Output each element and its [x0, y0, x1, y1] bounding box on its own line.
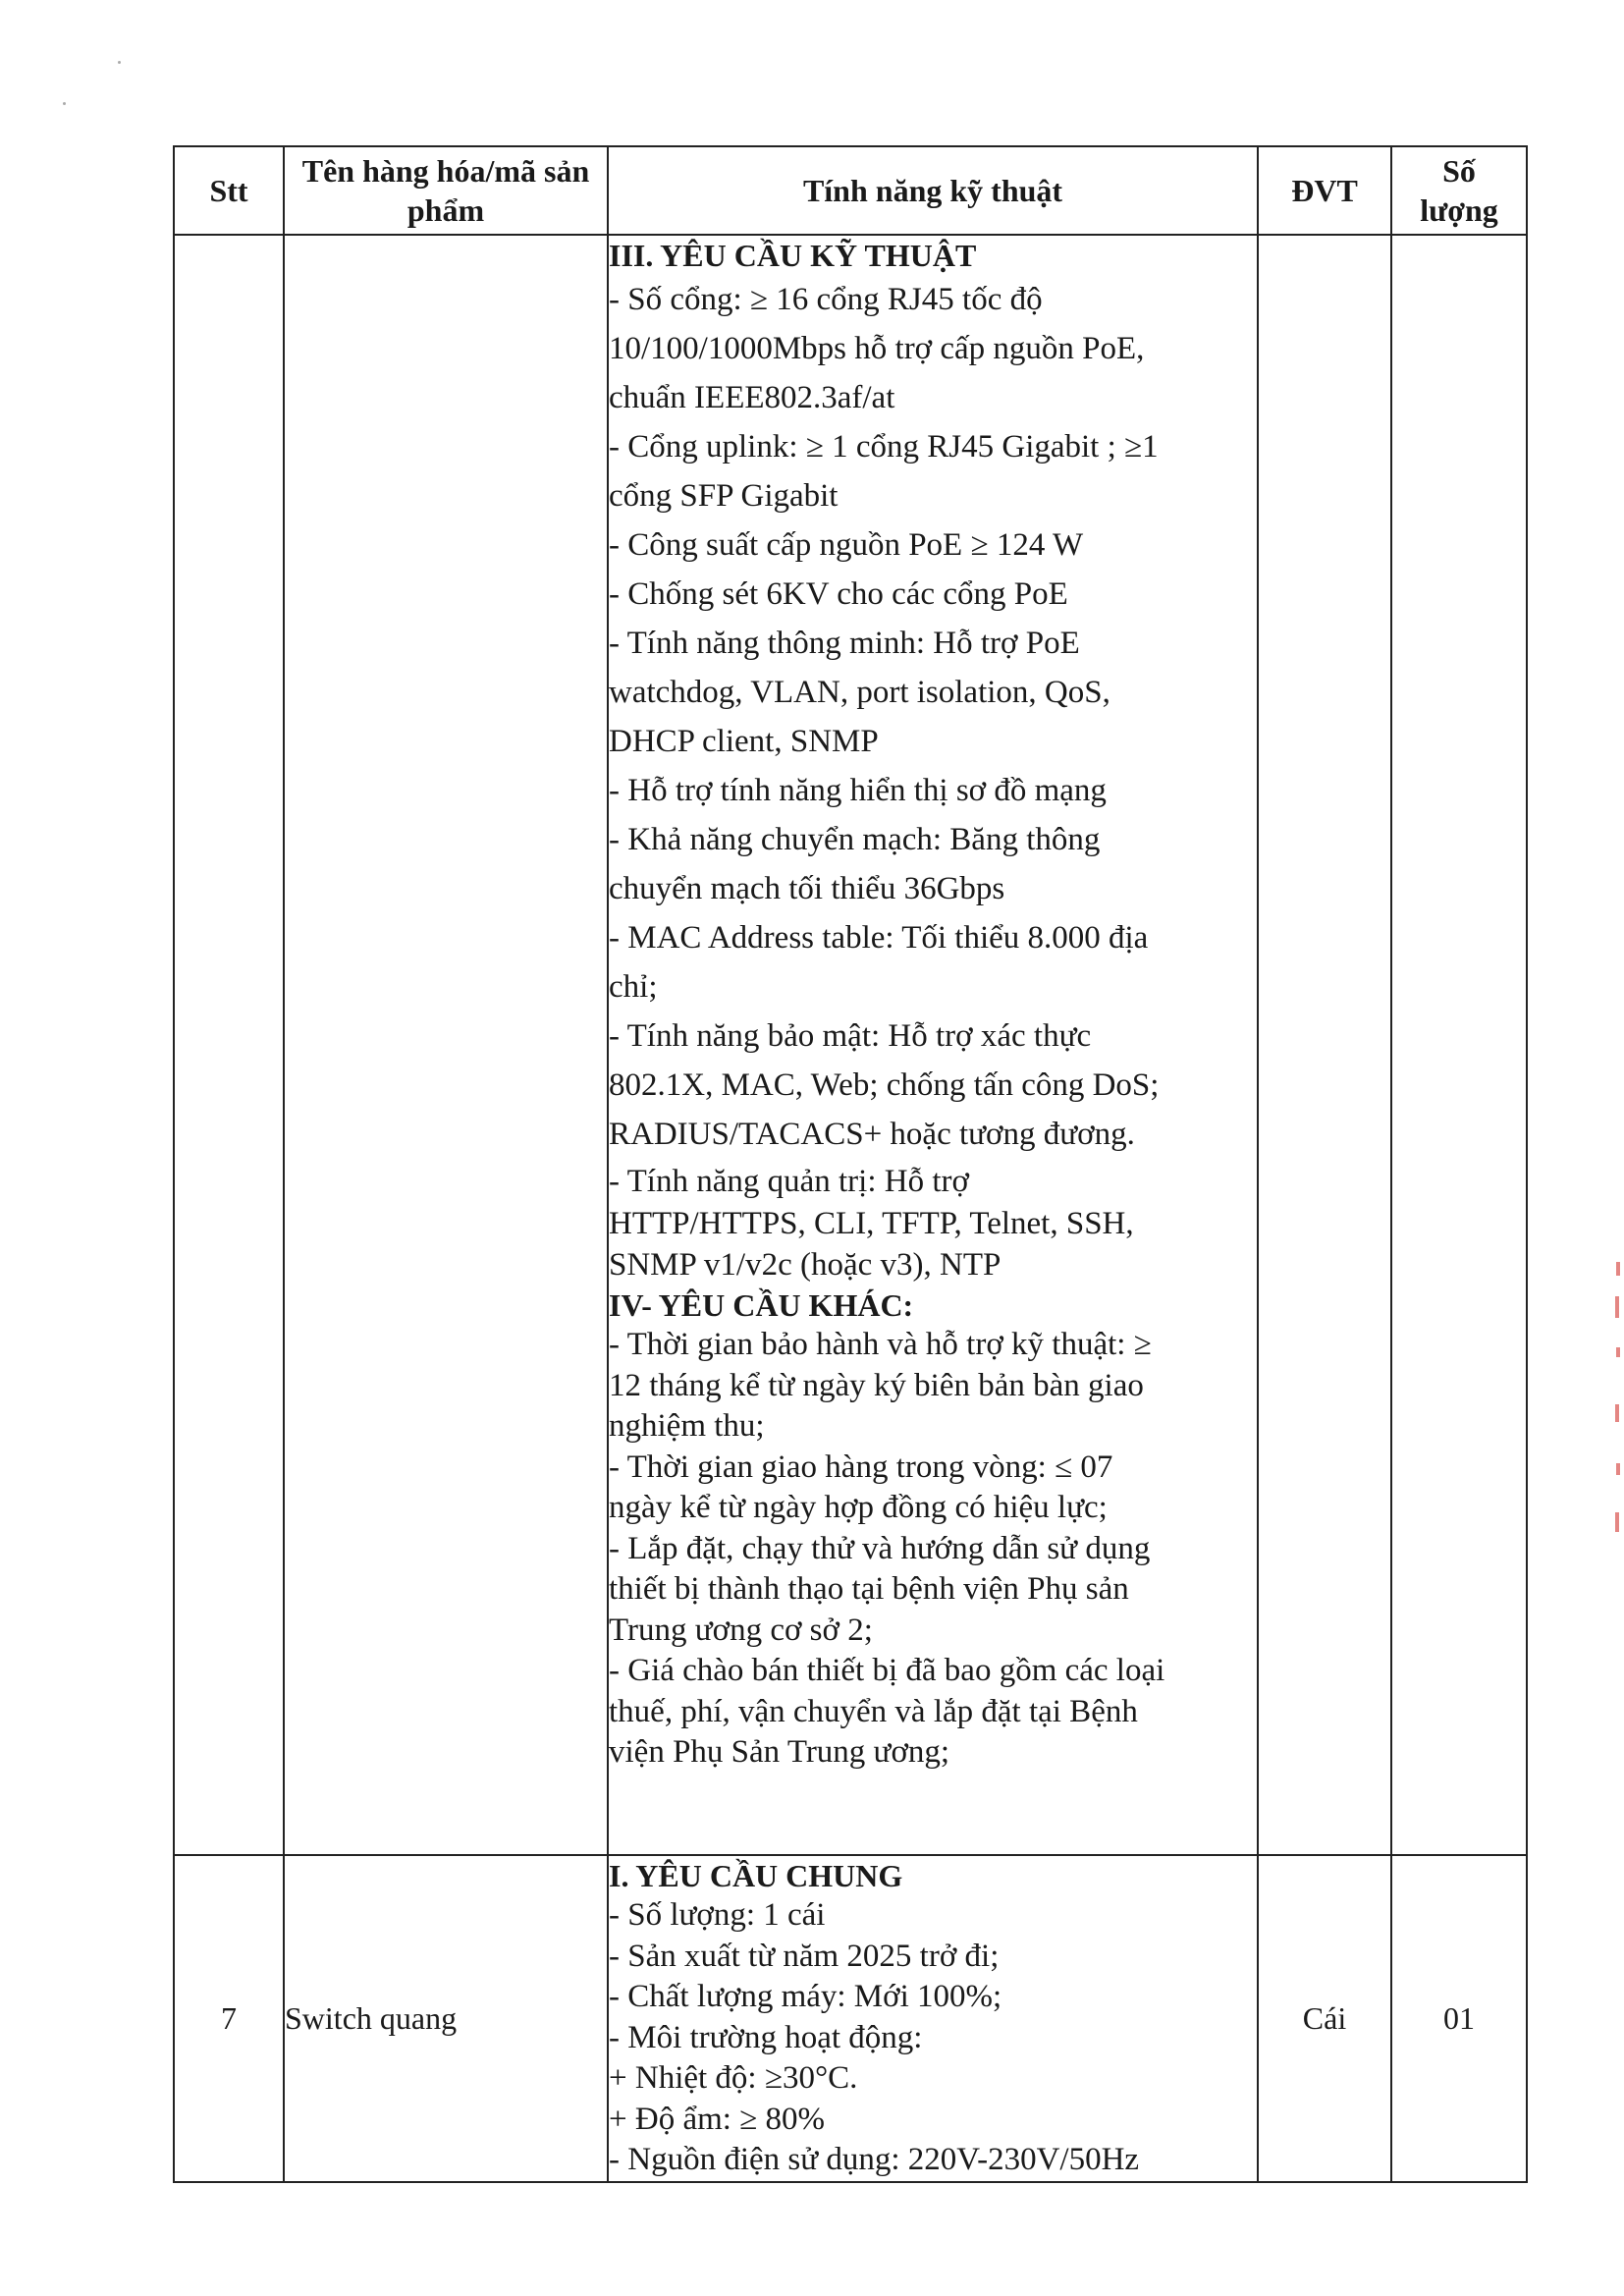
spec-line: - Công suất cấp nguồn PoE ≥ 124 W [609, 527, 1084, 563]
cell-unit [1258, 235, 1391, 1855]
spec-line: RADIUS/TACACS+ hoặc tương đương. [609, 1117, 1135, 1152]
spec-line: - MAC Address table: Tối thiểu 8.000 địa [609, 920, 1149, 956]
spec-line: cổng SFP Gigabit [609, 478, 839, 514]
stamp-mark [1616, 1262, 1620, 1276]
spec-line: - Hỗ trợ tính năng hiển thị sơ đồ mạng [609, 773, 1107, 808]
cell-quantity: 01 [1391, 1855, 1527, 2182]
header-stt: Stt [174, 146, 284, 235]
stamp-mark [1615, 1296, 1619, 1318]
spec-line: Trung ương cơ sở 2; [609, 1612, 873, 1648]
cell-unit: Cái [1258, 1855, 1391, 2182]
cell-product-name [284, 235, 608, 1855]
header-technical-spec: Tính năng kỹ thuật [608, 146, 1258, 235]
section-title: I. YÊU CẦU CHUNG [609, 1858, 903, 1893]
spec-line: HTTP/HTTPS, CLI, TFTP, Telnet, SSH, [609, 1206, 1134, 1241]
spec-line: - Nguồn điện sử dụng: 220V-230V/50Hz [609, 2142, 1140, 2177]
scan-speck [118, 61, 121, 64]
spec-line: - Thời gian giao hàng trong vòng: ≤ 07 [609, 1449, 1113, 1485]
section-title: III. YÊU CẦU KỸ THUẬT [609, 238, 977, 273]
spec-line: - Tính năng quản trị: Hỗ trợ [609, 1164, 969, 1199]
spec-line: - Thời gian bảo hành và hỗ trợ kỹ thuật: ≥ [609, 1327, 1152, 1362]
stamp-mark [1615, 1404, 1619, 1422]
scan-speck [63, 102, 66, 105]
cell-quantity [1391, 235, 1527, 1855]
cell-technical-spec [608, 1855, 1258, 2182]
spec-line: nghiệm thu; [609, 1408, 765, 1444]
spec-line: thuế, phí, vận chuyển và lắp đặt tại Bệnh [609, 1693, 1138, 1729]
spec-line: - Sản xuất từ năm 2025 trở đi; [609, 1938, 1000, 1974]
spec-lines [609, 1325, 1257, 1774]
spec-line: watchdog, VLAN, port isolation, QoS, [609, 675, 1110, 710]
header-unit: ĐVT [1258, 146, 1391, 235]
cell-stt [174, 235, 284, 1855]
spec-line: 802.1X, MAC, Web; chống tấn công DoS; [609, 1067, 1160, 1103]
cell-stt: 7 [174, 1855, 284, 2182]
spec-line: SNMP v1/v2c (hoặc v3), NTP [609, 1246, 1001, 1283]
spec-line: viện Phụ Sản Trung ương; [609, 1734, 950, 1770]
spec-line: - Môi trường hoạt động: [609, 2019, 923, 2055]
table-row [174, 1855, 1527, 2182]
stamp-mark [1616, 1463, 1620, 1475]
header-quantity: Số lượng [1391, 146, 1527, 235]
spec-line: 12 tháng kể từ ngày ký biên bản bàn giao [609, 1367, 1144, 1403]
spec-table [173, 145, 1528, 2183]
spec-line: - Chống sét 6KV cho các cổng PoE [609, 576, 1068, 612]
table-row [174, 235, 1527, 1855]
spec-line: - Cổng uplink: ≥ 1 cổng RJ45 Gigabit ; ≥1 [609, 429, 1159, 465]
spec-line: + Độ ẩm: ≥ 80% [609, 2101, 826, 2137]
header-product-name: Tên hàng hóa/mã sản phẩm [284, 146, 608, 235]
spec-line: thiết bị thành thạo tại bệnh viện Phụ sản [609, 1571, 1129, 1607]
spec-line: - Tính năng thông minh: Hỗ trợ PoE [609, 626, 1080, 661]
spec-line: - Chất lượng máy: Mới 100%; [609, 1979, 1002, 2014]
table-header-row [174, 146, 1527, 235]
spec-line: - Tính năng bảo mật: Hỗ trợ xác thực [609, 1018, 1092, 1054]
spec-line: - Số cổng: ≥ 16 cổng RJ45 tốc độ [609, 282, 1043, 317]
spec-line: - Số lượng: 1 cái [609, 1897, 826, 1933]
section-title: IV- YÊU CẦU KHÁC: [609, 1287, 914, 1323]
spec-line: chuẩn IEEE802.3af/at [609, 380, 895, 415]
cell-product-name: Switch quang [284, 1855, 608, 2182]
spec-line: - Khả năng chuyển mạch: Băng thông [609, 822, 1101, 857]
spec-line: - Giá chào bán thiết bị đã bao gồm các loại [609, 1653, 1165, 1688]
spec-lines [609, 275, 1257, 1285]
spec-line: - Lắp đặt, chạy thử và hướng dẫn sử dụng [609, 1530, 1151, 1566]
spec-line: + Nhiệt độ: ≥30°C. [609, 2060, 858, 2096]
stamp-mark [1616, 1347, 1620, 1357]
spec-line: chỉ; [609, 969, 658, 1005]
spec-line: 10/100/1000Mbps hỗ trợ cấp nguồn PoE, [609, 331, 1145, 366]
stamp-mark [1615, 1512, 1619, 1532]
cell-technical-spec [608, 235, 1258, 1855]
spec-line: chuyển mạch tối thiểu 36Gbps [609, 871, 1005, 906]
spec-line: DHCP client, SNMP [609, 724, 879, 759]
spec-line: ngày kể từ ngày hợp đồng có hiệu lực; [609, 1490, 1108, 1525]
